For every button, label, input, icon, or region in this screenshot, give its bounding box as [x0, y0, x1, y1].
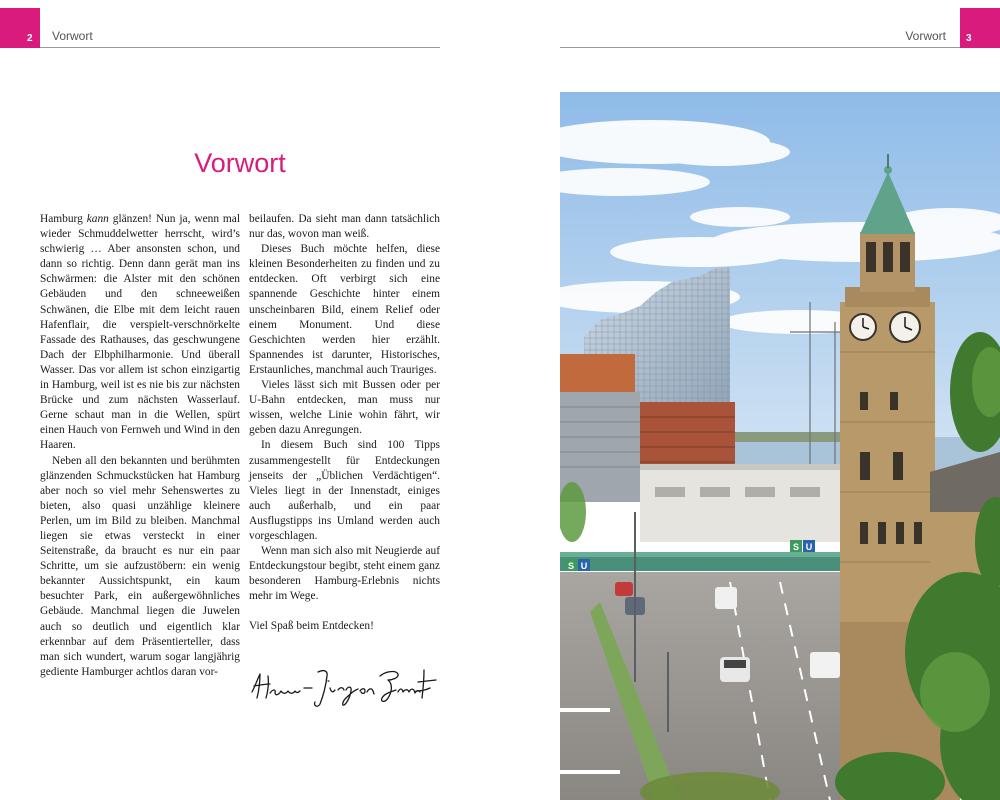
u-bahn-sign: U — [580, 561, 588, 571]
running-head: Vorwort — [905, 29, 946, 43]
page-number: 3 — [966, 33, 972, 44]
text-column-2 — [249, 212, 440, 635]
header-rule — [40, 47, 440, 48]
paragraph: Wenn man sich also mit Neugierde auf Entdeckungstour begibt, steht einem ganz besonderen Hamburg-Erlebnis nichts mehr im Wege. — [249, 545, 440, 603]
page-number-tab — [0, 8, 40, 48]
page-number-tab — [960, 8, 1000, 48]
emphasis: kann — [86, 213, 109, 225]
closing-line: Viel Spaß beim Entdecken! — [249, 620, 374, 633]
header-rule — [560, 47, 960, 48]
pier-building — [640, 467, 840, 542]
u-bahn-sign: U — [805, 542, 813, 552]
text-column-1 — [40, 212, 240, 680]
paragraph: Vieles lässt sich mit Bussen oder per U-Bahn entdecken, man muss nur wissen, welche Linie wohin fährt, wir geben dazu Anregungen. — [249, 379, 440, 437]
pedestrian-bridge — [560, 557, 860, 571]
paragraph: beilaufen. Da sieht man dann tatsächlich nur das, wovon man weiß. — [249, 213, 440, 241]
page-number: 2 — [27, 33, 33, 44]
s-bahn-sign: S — [792, 542, 800, 552]
running-head: Vorwort — [52, 29, 93, 43]
handwritten-signature — [248, 660, 443, 710]
s-bahn-sign: S — [567, 561, 575, 571]
paragraph: Hamburg kann glänzen! Nun ja, wenn mal wieder Schmuddelwetter herrscht, wird’s schwierig … Aber ansonsten schon, und dann so richtig. Denn dann gerät man ins Schwärmen: die Alster mit den schönen Gebäuden und den schneeweißen Schwänen, die Elbe mit dem leicht rauen Hafenflair, die verspielt-verschnörkelte Fassade des Rathauses, das geschwungene Dach der Elbphilharmonie. Und überall Wasser. Das vor allem ist schon einzigartig in Hamburg, weil ist es nie bis zur nächsten Brücke und zum nächsten Wasserlauf. Gerne schaut man in die Wellen, spürt einen Hauch von Fernweh und Wind in den Haaren. — [40, 213, 240, 452]
hamburg-harbour-photo — [560, 92, 1000, 800]
chapter-title: Vorwort — [194, 148, 286, 178]
right-page — [500, 0, 1000, 800]
paragraph: Neben all den bekannten und berühmten glänzenden Schmuckstücken hat Hamburg aber noch so viel mehr Sehenswertes zu bieten, also quasi unzählige kleinere Perlen, um im Bild zu bleiben. Manchmal liegen sie etwas versteckt in einer Seitenstraße, da braucht es nur ein paar Schritte, um sie aufzustöbern: ein wenig bekannter Aussichtspunkt, ein kaum besuchter Park, ein außergewöhnliches Gebäude. Manchmal liegen die Juwelen auch so deutlich und eigentlich klar erkennbar auf dem Präsentierteller, dass man sich wundert, warum sogar langjährig gediente Hamburger achtlos daran vor- — [40, 454, 240, 678]
paragraph: In diesem Buch sind 100 Tipps zusammengestellt für Entdeckungen jenseits der „Üblichen Verdächtigen“. Vieles liegt in der Innenstadt, einiges auch außerhalb, und ein paar Ausflugstipps ins Umland werden auch vorgeschlagen. — [249, 439, 440, 542]
paragraph: Dieses Buch möchte helfen, diese kleinen Besonderheiten zu finden und zu entdecken. Oft verbirgt sich eine spannende Geschichte hinter einem unscheinbaren Bild, einem Relief oder einem Monument. Und diese Geschichten werden hier erzählt. Spannendes ist darunter, Historisches, Erstaunliches, manchmal auch Trauriges. — [249, 243, 440, 376]
